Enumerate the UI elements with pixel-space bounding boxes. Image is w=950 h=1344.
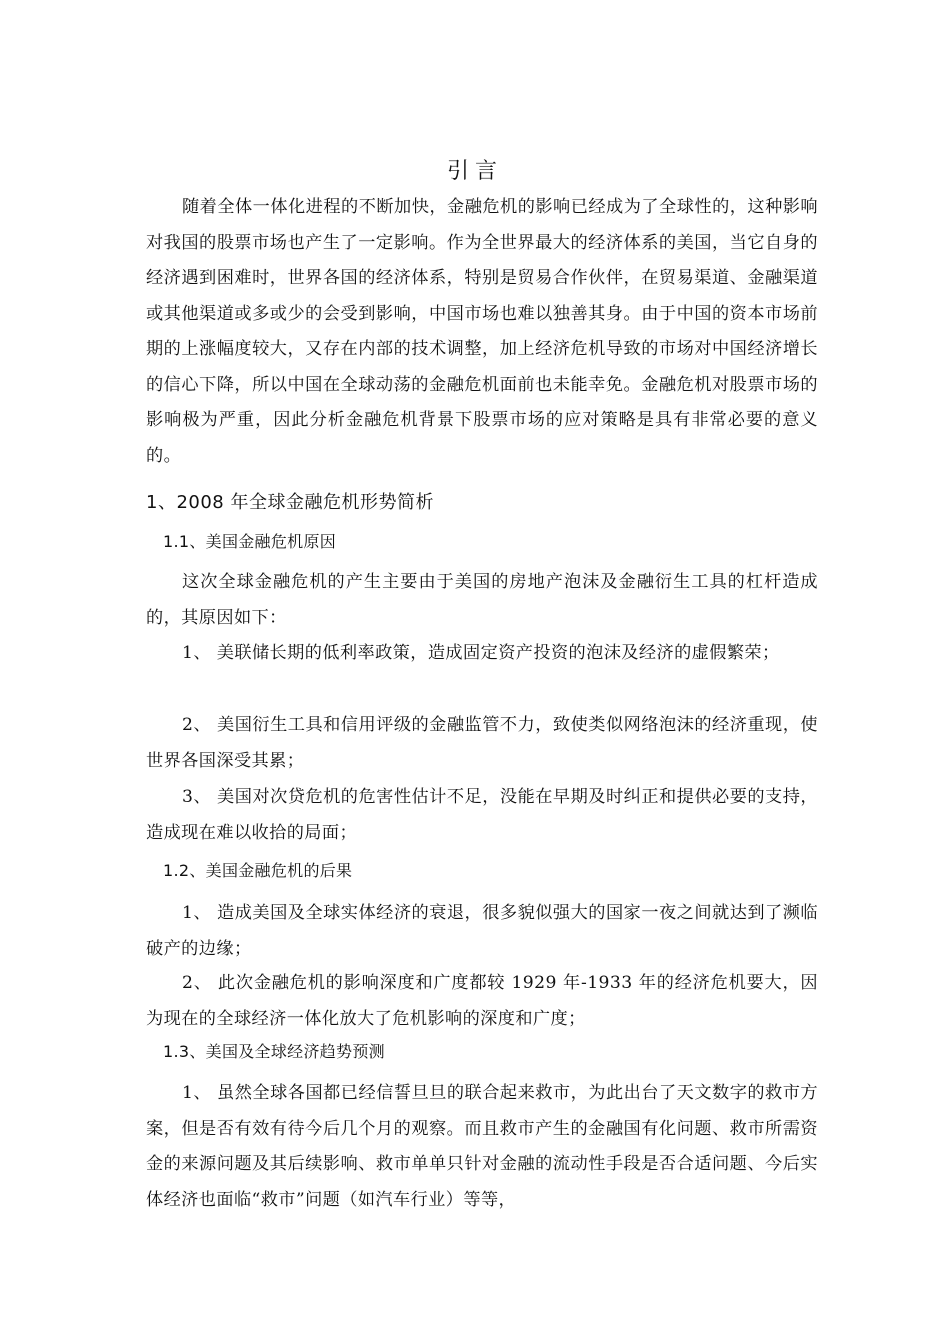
page-title: 引言: [446, 159, 503, 184]
section-heading-1: 1、2008 年全球金融危机形势简析: [146, 492, 434, 513]
subsection-heading-1-2: 1.2、美国金融危机的后果: [163, 861, 353, 880]
intro-paragraph: 随着全体一体化进程的不断加快，金融危机的影响已经成为了全球性的，这种影响对我国的股票市场也产生了一定影响。作为全世界最大的经济体系的美国，当它自身的经济遇到困难时，世界各国的经济体系，特别是贸易合作伙伴，在贸易渠道、金融渠道或其他渠道或多或少的会受到影响，中国市场也难以独善其身。由于中国的资本市场前期的上涨幅度较大，又存在内部的技术调整，加上经济危机导致的市场对中国经济增长的信心下降，所以中国在全球动荡的金融危机面前也未能幸免。金融危机对股票市场的影响极为严重，因此分析金融危机背景下股票市场的应对策略是具有非常必要的意义的。: [146, 197, 818, 466]
list-item: 1、 造成美国及全球实体经济的衰退，很多貌似强大的国家一夜之间就达到了濒临破产的边缘；: [146, 903, 818, 959]
list-item: 1、 虽然全球各国都已经信誓旦旦的联合起来救市，为此出台了天文数字的救市方案，但是否有效有待今后几个月的观察。而且救市产生的金融国有化问题、救市所需资金的来源问题及其后续影响、救市单单只针对金融的流动性手段是否合适问题、今后实体经济也面临“救市”问题（如汽车行业）等等，: [146, 1083, 818, 1210]
list-item: 2、 此次金融危机的影响深度和广度都较 1929 年-1933 年的经济危机要大，因为现在的全球经济一体化放大了危机影响的深度和广度；: [146, 973, 818, 1029]
subsection-1-1-lead: 这次全球金融危机的产生主要由于美国的房地产泡沫及金融衍生工具的杠杆造成的，其原因如下：: [146, 572, 818, 628]
list-item: 3、 美国对次贷危机的危害性估计不足，没能在早期及时纠正和提供必要的支持，造成现在难以收拾的局面；: [146, 787, 818, 843]
subsection-heading-1-3: 1.3、美国及全球经济趋势预测: [163, 1042, 385, 1061]
list-item: 2、 美国衍生工具和信用评级的金融监管不力，致使类似网络泡沫的经济重现，使世界各国深受其累；: [146, 715, 818, 771]
subsection-heading-1-1: 1.1、美国金融危机原因: [163, 532, 337, 551]
list-item: 1、 美联储长期的低利率政策，造成固定资产投资的泡沫及经济的虚假繁荣；: [182, 643, 780, 663]
